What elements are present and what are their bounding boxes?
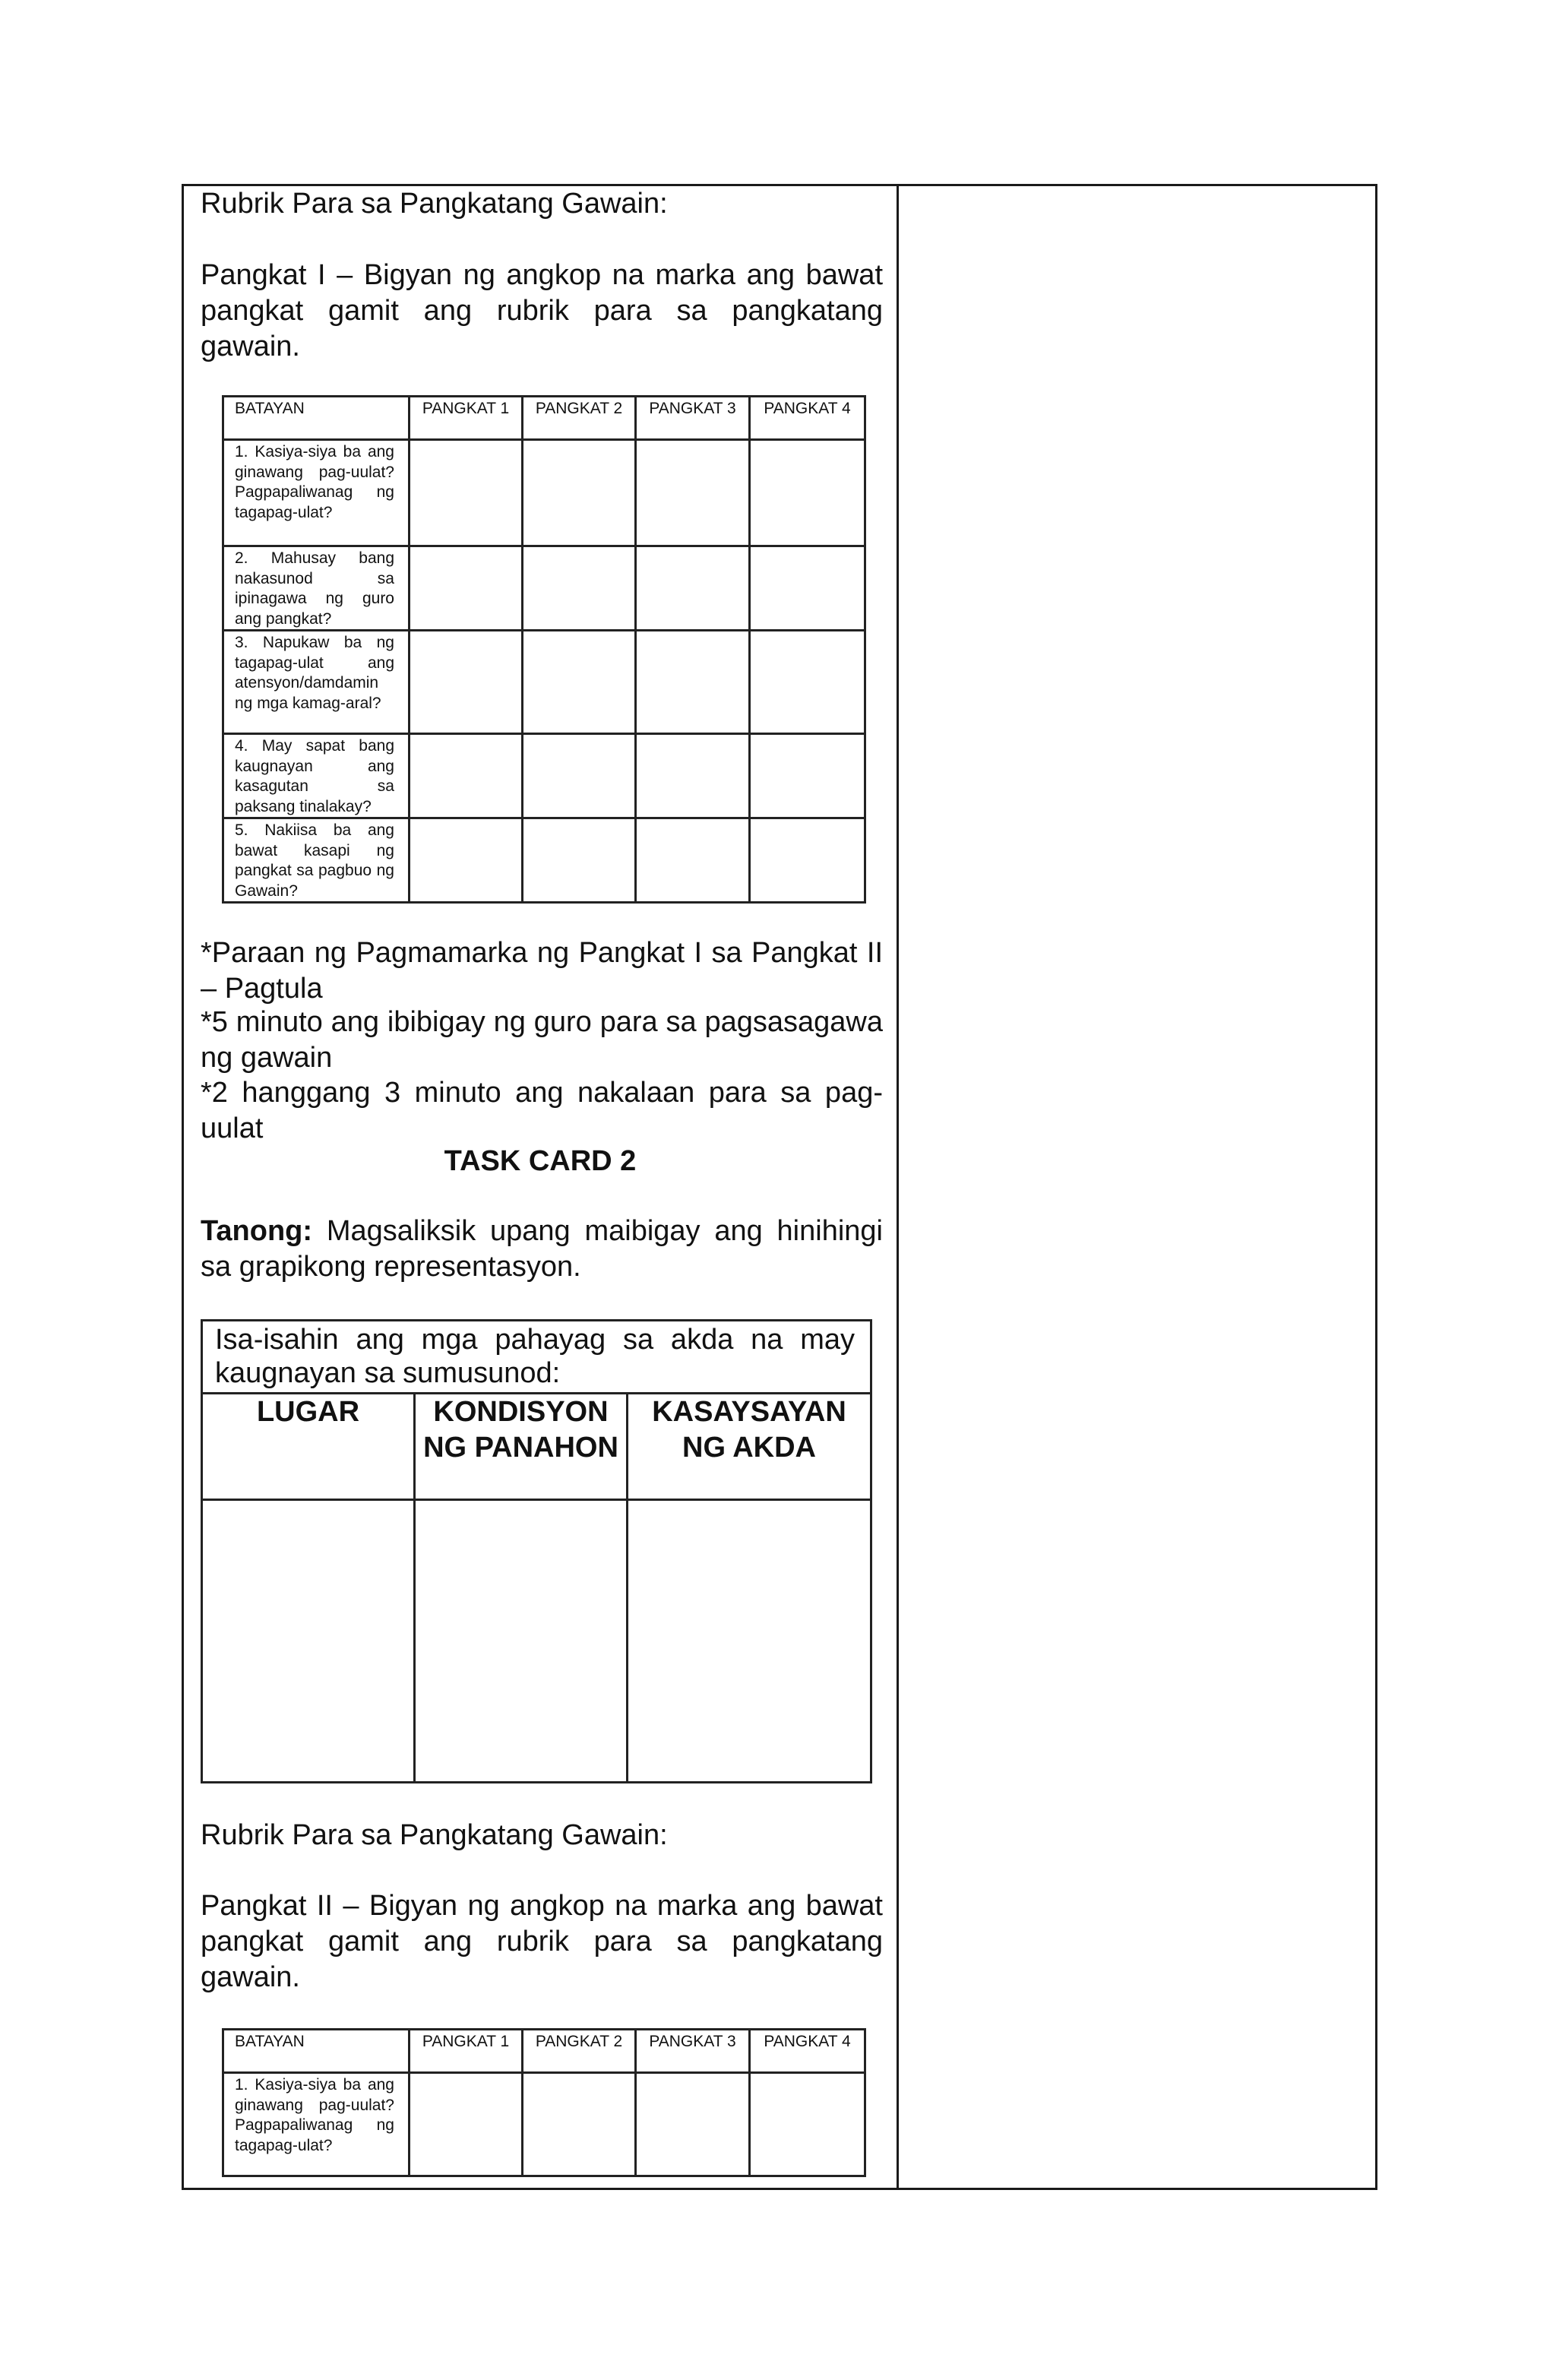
rubric1-header-pangkat-4: PANGKAT 4 xyxy=(750,397,865,440)
score-cell xyxy=(523,2073,636,2176)
score-cell xyxy=(410,818,523,903)
left-column xyxy=(184,186,899,2188)
score-cell xyxy=(410,734,523,818)
question-label: Tanong: xyxy=(201,1215,313,1247)
rubric1-row xyxy=(223,631,865,734)
rubric1-header-pangkat-1: PANGKAT 1 xyxy=(410,397,523,440)
rubric1-criterion-4: 4. May sapat bang kaugnayan ang kasagutan sa paksang tinalakay? xyxy=(223,734,410,818)
rubric2-header-pangkat-1: PANGKAT 1 xyxy=(410,2030,523,2073)
score-cell xyxy=(636,818,750,903)
rubric1-row xyxy=(223,818,865,903)
score-cell xyxy=(636,734,750,818)
rubric2-header-pangkat-2: PANGKAT 2 xyxy=(523,2030,636,2073)
score-cell xyxy=(523,818,636,903)
score-cell xyxy=(523,546,636,631)
rubric2-header-batayan: BATAYAN xyxy=(223,2030,410,2073)
rubric1-header-pangkat-3: PANGKAT 3 xyxy=(636,397,750,440)
task-card-question xyxy=(201,1214,883,1285)
rubric1-criterion-1: 1. Kasiya-siya ba ang ginawang pag-uulat? Pagpapaliwanag ng tagapag-ulat? xyxy=(223,440,410,546)
rubric2-header-pangkat-3: PANGKAT 3 xyxy=(636,2030,750,2073)
rubric1-table xyxy=(222,395,866,904)
rubric1-criterion-3: 3. Napukaw ba ng tagapag-ulat ang atensyon/damdamin ng mga kamag-aral? xyxy=(223,631,410,734)
score-cell xyxy=(410,631,523,734)
rubric2-intro: Pangkat II – Bigyan ng angkop na marka ang bawat pangkat gamit ang rubrik para sa pangkatang gawain. xyxy=(201,1890,883,1993)
note-time-report: *2 hanggang 3 minuto ang nakalaan para sa pag-uulat xyxy=(201,1077,883,1144)
score-cell xyxy=(750,818,865,903)
score-cell xyxy=(410,2073,523,2176)
score-cell xyxy=(523,440,636,546)
score-cell xyxy=(750,440,865,546)
rubric1-header-batayan: BATAYAN xyxy=(223,397,410,440)
answer-cell-lugar xyxy=(202,1500,415,1783)
organizer-instruction: Isa-isahin ang mga pahayag sa akda na may kaugnayan sa sumusunod: xyxy=(202,1321,871,1394)
score-cell xyxy=(750,631,865,734)
answer-cell-kondisyon xyxy=(415,1500,628,1783)
column-kasaysayan-ng-akda: KASAYSAYAN NG AKDA xyxy=(628,1394,871,1500)
rubric1-header-row xyxy=(223,397,865,440)
score-cell xyxy=(636,631,750,734)
rubric2-row xyxy=(223,2073,865,2176)
score-cell xyxy=(410,546,523,631)
score-cell xyxy=(750,734,865,818)
right-column xyxy=(899,186,1375,2188)
score-cell xyxy=(636,440,750,546)
score-cell xyxy=(523,734,636,818)
note-time-activity: *5 minuto ang ibibigay ng guro para sa pagsasagawa ng gawain xyxy=(201,1006,883,1074)
note-scoring: *Paraan ng Pagmamarka ng Pangkat I sa Pangkat II – Pagtula xyxy=(201,937,883,1005)
rubric1-row xyxy=(223,440,865,546)
rubric2-table xyxy=(222,2028,866,2177)
score-cell xyxy=(523,631,636,734)
graphic-organizer-table xyxy=(201,1319,872,1783)
task-card-title: TASK CARD 2 xyxy=(444,1145,637,1177)
rubric1-row xyxy=(223,734,865,818)
score-cell xyxy=(750,2073,865,2176)
rubric1-header-pangkat-2: PANGKAT 2 xyxy=(523,397,636,440)
rubric1-title: Rubrik Para sa Pangkatang Gawain: xyxy=(201,188,668,220)
rubric2-header-pangkat-4: PANGKAT 4 xyxy=(750,2030,865,2073)
score-cell xyxy=(636,2073,750,2176)
lesson-plan-frame xyxy=(182,184,1377,2190)
question-text: Magsaliksik upang maibigay ang hinihingi sa grapikong representasyon. xyxy=(201,1215,883,1283)
column-kondisyon-ng-panahon: KONDISYON NG PANAHON xyxy=(415,1394,628,1500)
column-lugar: LUGAR xyxy=(202,1394,415,1500)
rubric2-title: Rubrik Para sa Pangkatang Gawain: xyxy=(201,1819,668,1851)
rubric1-criterion-2: 2. Mahusay bang nakasunod sa ipinagawa ng guro ang pangkat? xyxy=(223,546,410,631)
score-cell xyxy=(636,546,750,631)
answer-cell-kasaysayan xyxy=(628,1500,871,1783)
rubric2-header-row xyxy=(223,2030,865,2073)
rubric1-intro: Pangkat I – Bigyan ng angkop na marka ang bawat pangkat gamit ang rubrik para sa pangkatang gawain. xyxy=(201,259,883,362)
rubric1-row xyxy=(223,546,865,631)
score-cell xyxy=(750,546,865,631)
rubric2-criterion-1: 1. Kasiya-siya ba ang ginawang pag-uulat? Pagpapaliwanag ng tagapag-ulat? xyxy=(223,2073,410,2176)
rubric1-criterion-5: 5. Nakiisa ba ang bawat kasapi ng pangkat sa pagbuo ng Gawain? xyxy=(223,818,410,903)
score-cell xyxy=(410,440,523,546)
